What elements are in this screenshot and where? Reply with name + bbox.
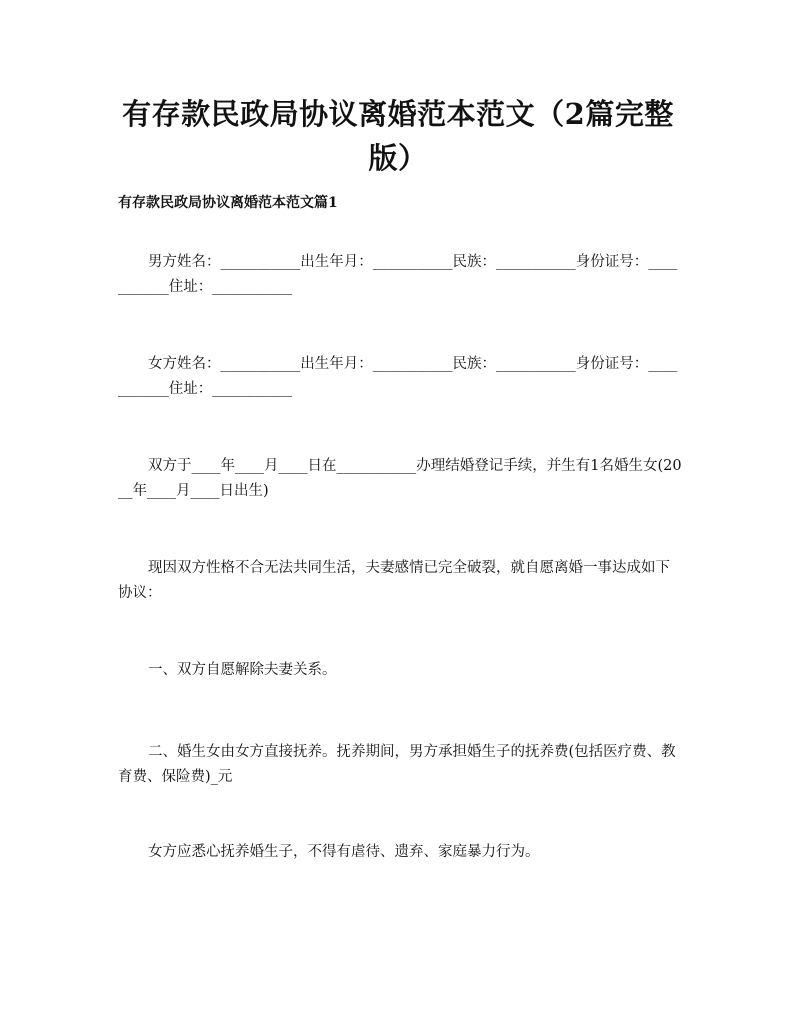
clause-one-paragraph: 一、双方自愿解除夫妻关系。 [148, 662, 337, 678]
divorce-reason-paragraph: 现因双方性格不合无法共同生活，夫妻感情已完全破裂，就自愿离婚一事达成如下协议： [118, 560, 670, 601]
female-info-paragraph: 女方姓名：___________出生年月：___________民族：___________身份证号：___________住址：___________ [118, 356, 678, 397]
document-title: 有存款民政局协议离婚范本范文（2篇完整版） [122, 97, 674, 175]
marriage-registration-paragraph: 双方于____年____月____日在___________办理结婚登记手续，并生有1名婚生女(20__年____月____日出生) [118, 458, 682, 499]
section-heading: 有存款民政局协议离婚范本范文篇1 [118, 195, 338, 211]
clause-two-paragraph: 二、婚生女由女方直接抚养。抚养期间，男方承担婚生子的抚养费(包括医疗费、教育费、保险费)_元 [118, 744, 676, 785]
custody-duty-paragraph: 女方应悉心抚养婚生子，不得有虐待、遗弃、家庭暴力行为。 [148, 844, 540, 860]
male-info-paragraph: 男方姓名：___________出生年月：___________民族：___________身份证号：___________住址：___________ [118, 254, 678, 295]
